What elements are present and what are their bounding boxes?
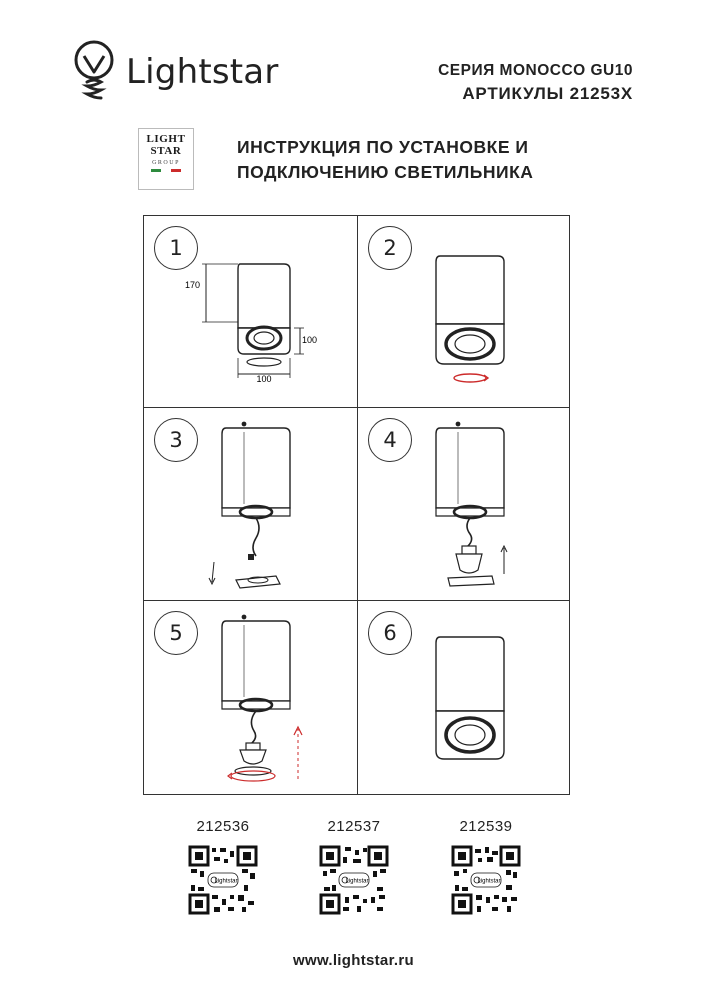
article-codes [0, 818, 707, 928]
title-line2: ПОДКЛЮЧЕНИЮ СВЕТИЛЬНИКА [237, 162, 534, 182]
title-line1: ИНСТРУКЦИЯ ПО УСТАНОВКЕ И [237, 137, 529, 157]
fixture-disassemble-drawing [144, 408, 358, 601]
instruction-steps-grid [143, 215, 570, 795]
italian-flag-stripe [151, 169, 181, 172]
step-1-panel [144, 216, 358, 408]
step-number: 1 [154, 226, 198, 270]
page-title [237, 135, 533, 185]
qr-logo-label: Lightstar [477, 878, 501, 885]
group-logo-line1: LIGHT [146, 133, 186, 145]
series-info [438, 62, 633, 104]
fixture-lamp-insert-drawing [358, 408, 569, 601]
step-6-panel [358, 601, 569, 794]
group-logo-line2: STAR [150, 145, 182, 157]
rotate-arrow-icon [454, 374, 486, 382]
article-number: 212537 [327, 818, 381, 835]
brand-name: Lightstar [126, 52, 279, 92]
qr-logo-label: Lightstar [345, 878, 369, 885]
step-number: 2 [368, 226, 412, 270]
fixture-rotate-drawing [358, 216, 569, 408]
dim-width-label: 100 [256, 374, 272, 384]
dim-height-label: 170 [184, 280, 200, 290]
article-item [441, 818, 531, 915]
fixture-dimensions-drawing [144, 216, 358, 408]
article-item [178, 818, 268, 915]
group-logo-line3: GROUP [152, 160, 180, 166]
bulb-icon [70, 38, 122, 108]
article-number: 212539 [459, 818, 513, 835]
website-link[interactable]: www.lightstar.ru [293, 952, 414, 969]
fixture-finished-drawing [358, 601, 569, 794]
brand-logo [70, 38, 310, 108]
step-5-panel [144, 601, 358, 794]
article-number: 212536 [196, 818, 250, 835]
dim-base-height-label: 100 [302, 335, 318, 345]
articles-line: АРТИКУЛЫ 21253X [462, 84, 633, 103]
step-number: 3 [154, 418, 198, 462]
rotate-arrow-icon [231, 771, 275, 781]
series-line: СЕРИЯ MONOCCO GU10 [438, 62, 633, 79]
step-number: 5 [154, 611, 198, 655]
qr-code-icon[interactable] [319, 845, 389, 915]
step-4-panel [358, 408, 569, 601]
step-number: 4 [368, 418, 412, 462]
qr-logo-label: Lightstar [214, 878, 238, 885]
article-item [309, 818, 399, 915]
fixture-assemble-drawing [144, 601, 358, 794]
qr-code-icon[interactable] [451, 845, 521, 915]
step-3-panel [144, 408, 358, 601]
step-number: 6 [368, 611, 412, 655]
step-2-panel [358, 216, 569, 408]
lightstar-group-logo [138, 128, 194, 190]
qr-code-icon[interactable] [188, 845, 258, 915]
